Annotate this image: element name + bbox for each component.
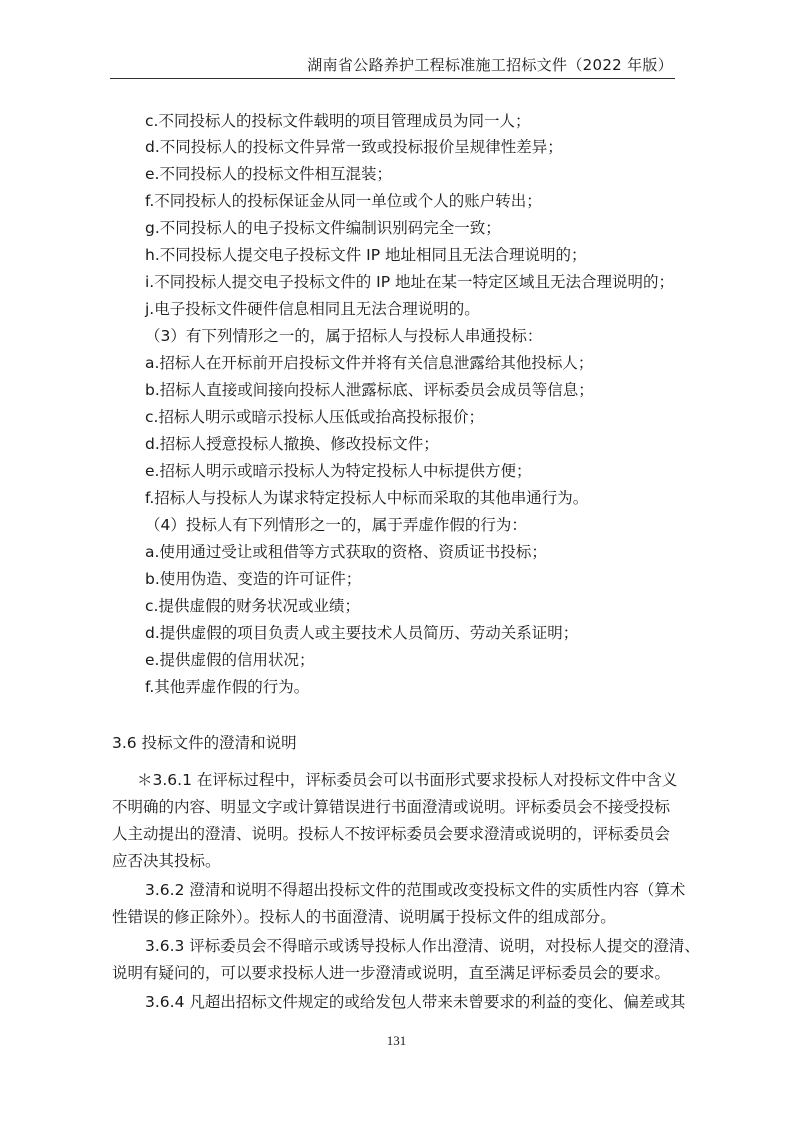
list-item: c.提供虚假的财务状况或业绩； xyxy=(145,597,360,615)
list-item: f.不同投标人的投标保证金从同一单位或个人的账户转出； xyxy=(145,192,542,210)
clause-heading: （4）投标人有下列情形之一的，属于弄虚作假的行为： xyxy=(145,516,527,534)
paragraph-line: 说明有疑问的，可以要求投标人进一步澄清或说明，直至满足评标委员会的要求。 xyxy=(112,964,671,982)
page-number: 131 xyxy=(386,1033,407,1048)
list-item: b.招标人直接或间接向投标人泄露标底、评标委员会成员等信息； xyxy=(145,381,594,399)
paragraph-line: ＊3.6.1 在评标过程中，评标委员会可以书面形式要求投标人对投标文件中含义 xyxy=(137,771,678,789)
list-item: h.不同投标人提交电子投标文件 IP 地址相同且无法合理说明的； xyxy=(145,246,587,264)
paragraph-line: 人主动提出的澄清、说明。投标人不按评标委员会要求澄清或说明的，评标委员会 xyxy=(112,825,671,843)
list-item: f.招标人与投标人为谋求特定投标人中标而采取的其他串通行为。 xyxy=(145,489,589,507)
list-item: c.招标人明示或暗示投标人压低或抬高投标报价； xyxy=(145,408,484,426)
page-header xyxy=(110,48,675,79)
paragraph-line: 3.6.4 凡超出招标文件规定的或给发包人带来未曾要求的利益的变化、偏差或其 xyxy=(145,993,686,1011)
paragraph-line: 不明确的内容、明显文字或计算错误进行书面澄清或说明。评标委员会不接受投标 xyxy=(112,798,671,816)
list-item: c.不同投标人的投标文件载明的项目管理成员为同一人； xyxy=(145,112,531,130)
list-item: e.提供虚假的信用状况； xyxy=(145,651,315,669)
list-item: d.招标人授意投标人撤换、修改投标文件； xyxy=(145,435,439,453)
list-item: i.不同投标人提交电子投标文件的 IP 地址在某一特定区域且无法合理说明的； xyxy=(145,273,675,291)
header-title: 湖南省公路养护工程标准施工招标文件（2022 年版） xyxy=(307,56,673,74)
paragraph-line: 性错误的修正除外）。投标人的书面澄清、说明属于投标文件的组成部分。 xyxy=(112,908,616,926)
list-item: b.使用伪造、变造的许可证件； xyxy=(145,570,362,588)
list-item: e.招标人明示或暗示投标人为特定投标人中标提供方便； xyxy=(145,462,532,480)
paragraph-line: 应否决其投标。 xyxy=(112,852,221,870)
paragraph-line: 3.6.3 评标委员会不得暗示或诱导投标人作出澄清、说明，对投标人提交的澄清、 xyxy=(145,937,700,955)
list-item: j.电子投标文件硬件信息相同且无法合理说明的。 xyxy=(145,300,480,318)
list-item: d.提供虚假的项目负责人或主要技术人员简历、劳动关系证明； xyxy=(145,624,579,642)
list-item: e.不同投标人的投标文件相互混装； xyxy=(145,165,392,183)
list-item: g.不同投标人的电子投标文件编制识别码完全一致； xyxy=(145,219,501,237)
list-item: a.招标人在开标前开启投标文件并将有关信息泄露给其他投标人； xyxy=(145,354,594,372)
list-item: a.使用通过受让或租借等方式获取的资格、资质证书投标； xyxy=(145,543,547,561)
clause-heading: （3）有下列情形之一的，属于招标人与投标人串通投标： xyxy=(145,327,543,345)
list-item: f.其他弄虚作假的行为。 xyxy=(145,678,310,696)
section-title: 3.6 投标文件的澄清和说明 xyxy=(112,734,297,752)
paragraph-line: 3.6.2 澄清和说明不得超出投标文件的范围或改变投标文件的实质性内容（算术 xyxy=(145,881,686,899)
list-item: d.不同投标人的投标文件异常一致或投标报价呈规律性差异； xyxy=(145,138,563,156)
